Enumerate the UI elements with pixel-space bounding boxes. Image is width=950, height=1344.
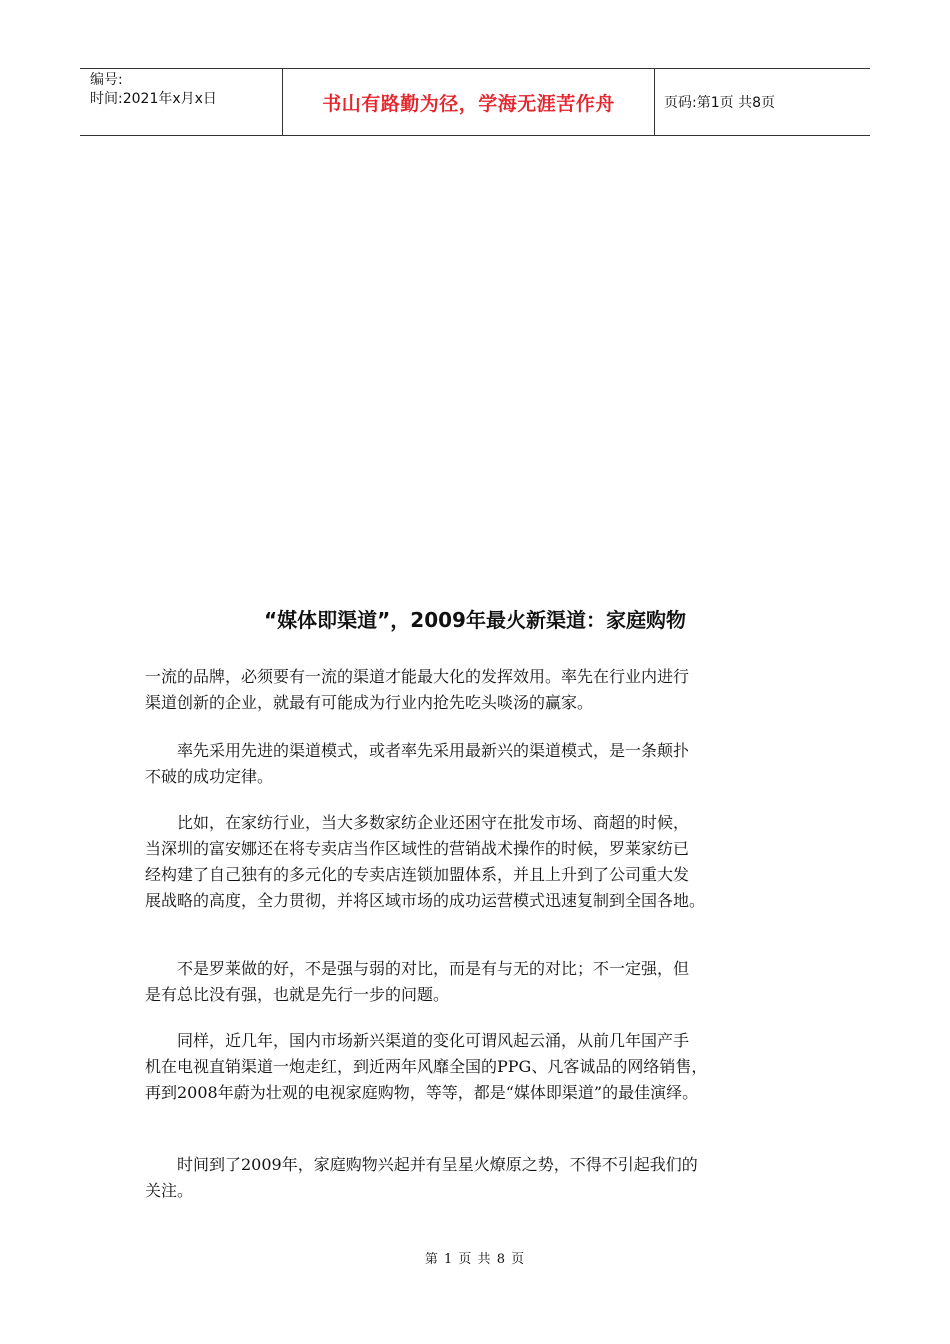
paragraph-2: [145, 738, 815, 790]
paragraph-line: 比如，在家纺行业，当大多数家纺企业还困守在批发市场、商超的时候，: [145, 813, 690, 832]
header-motto: 书山有路勤为径，学海无涯苦作舟: [322, 92, 615, 115]
header-page-info: 页码:第1页 共8页: [664, 95, 775, 111]
paragraph-1: [145, 664, 815, 716]
paragraph-line: 同样，近几年，国内市场新兴渠道的变化可谓风起云涌，从前几年国产手: [145, 1031, 690, 1050]
paragraph-line: 关注。: [145, 1181, 194, 1200]
paragraph-line: 当深圳的富安娜还在将专卖店当作区域性的营销战术操作的时候，罗莱家纺已: [145, 839, 690, 858]
paragraph-4: [145, 956, 815, 1008]
header-motto-cell: [282, 69, 655, 135]
header-page-info-cell: [655, 69, 870, 135]
paragraph-line: 展战略的高度，全力贯彻，并将区域市场的成功运营模式迅速复制到全国各地。: [145, 891, 706, 910]
paragraph-3: [145, 810, 815, 914]
paragraph-line: 不破的成功定律。: [145, 767, 274, 786]
document-code-label: 编号:: [90, 72, 123, 88]
paragraph-line: 一流的品牌，必须要有一流的渠道才能最大化的发挥效用。率先在行业内进行: [145, 667, 690, 686]
header-meta: [80, 69, 282, 135]
page-header: [80, 68, 870, 136]
paragraph-line: 率先采用先进的渠道模式，或者率先采用最新兴的渠道模式，是一条颠扑: [145, 741, 690, 760]
paragraph-line: 渠道创新的企业，就最有可能成为行业内抢先吃头啖汤的赢家。: [145, 693, 594, 712]
paragraph-line: 时间到了2009年，家庭购物兴起并有呈星火燎原之势，不得不引起我们的: [145, 1155, 698, 1174]
document-time-label: 时间:2021年x月x日: [90, 91, 217, 107]
paragraph-line: 不是罗莱做的好，不是强与弱的对比，而是有与无的对比；不一定强，但: [145, 959, 690, 978]
paragraph-line: 再到2008年蔚为壮观的电视家庭购物，等等，都是“媒体即渠道”的最佳演绎。: [145, 1083, 699, 1102]
article-title: “媒体即渠道”，2009年最火新渠道：家庭购物: [264, 608, 686, 632]
paragraph-line: 经构建了自己独有的多元化的专卖店连锁加盟体系，并且上升到了公司重大发: [145, 865, 690, 884]
page-footer: 第 1 页 共 8 页: [424, 1252, 526, 1267]
paragraph-5: [145, 1028, 815, 1106]
paragraph-line: 机在电视直销渠道一炮走红，到近两年风靡全国的PPG、凡客诚品的网络销售，: [145, 1057, 708, 1076]
paragraph-6: [145, 1152, 815, 1204]
paragraph-line: 是有总比没有强，也就是先行一步的问题。: [145, 985, 450, 1004]
